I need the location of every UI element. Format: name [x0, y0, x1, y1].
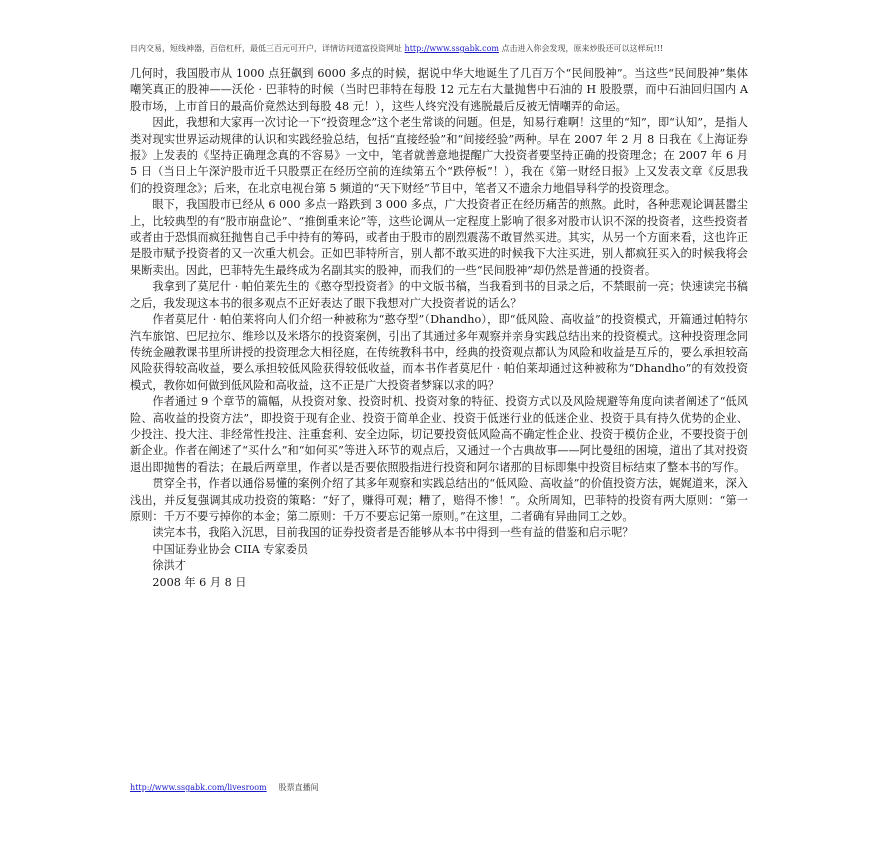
paragraph: 因此，我想和大家再一次讨论一下“投资理念”这个老生常谈的问题。但是，知易行难啊！这里的“知”，即“认知”，是指人类对现实世界运动规律的认识和实践经验总结，包括“直接经验”和“间接经验”两种。早在 2007 年 2 月 8 日我在《上海证券报》上发表的《坚持正确理念真的不容易》一文中，笔者就善意地提醒广大投资者要坚持正确的投资理念；在 2007 年 6 月 5 日（当日上午深沪股市近千只股票正在经历空前的连续第五个“跌停板”！），我在《第一财经日报》上又发表文章《反思我们的投资理念》；后来，在北京电视台第 5 频道的“天下财经”节目中，笔者又不遗余力地倡导科学的投资理念。: [130, 116, 748, 195]
header-link[interactable]: http://www.ssgabk.com: [404, 44, 499, 53]
header-text-after: 点击进入你会发现，原来炒股还可以这样玩!!!: [501, 44, 664, 53]
page-footer: [130, 782, 319, 793]
paragraph: 作者莫尼什 · 帕伯莱将向人们介绍一种被称为“憨夺型”（Dhandho），即“低风险、高收益”的投资模式，开篇通过帕特尔汽车旅馆、巴尼拉尔、维珍以及米塔尔的投资案例，引出了其通过多年观察并亲身实践总结出来的投资模式。这种投资理念同传统金融教课书里所讲授的投资理念大相径庭，在传统教科书中，经典的投资观点都认为风险和收益是互斥的，要么承担较高风险获得较高收益，要么承担较低风险获得较低收益，而本书作者莫尼什 · 帕伯莱却通过这种被称为“Dhandho”的有效投资模式，教你如何做到低风险和高收益，这不正是广大投资者梦寐以求的吗？: [130, 313, 748, 392]
paragraph: 贯穿全书，作者以通俗易懂的案例介绍了其多年观察和实践总结出的“低风险、高收益”的价值投资方法，娓娓道来，深入浅出，并反复强调其成功投资的策略：“好了，赚得可观；糟了，赔得不惨！”。众所周知，巴菲特的投资有两大原则：“第一原则：千万不要亏掉你的本金；第二原则：千万不要忘记第一原则。”在这里，二者确有异曲同工之妙。: [130, 477, 748, 523]
paragraph: 读完本书，我陷入沉思，目前我国的证券投资者是否能够从本书中得到一些有益的借鉴和启示呢？: [152, 526, 634, 540]
paragraph: 作者通过 9 个章节的篇幅，从投资对象、投资时机、投资对象的特征、投资方式以及风险规避等角度向读者阐述了“低风险、高收益的投资方法”，即投资于现有企业、投资于简单企业、投资于低迷行业的低迷企业、投资于具有持久优势的企业、少投注、投大注、非经常性投注、注重套利、安全边际，切记要投资低风险高不确定性企业、投资于模仿企业，不要投资于创新企业。作者在阐述了“买什么”和“如何买”等进入环节的观点后，又通过一个古典故事——阿比曼纽的困境，道出了其对投资退出即抛售的看法；在最后两章里，作者以是否要依照股指进行投资和阿尔诸那的目标即集中投资目标结束了整本书的写作。: [130, 395, 748, 474]
header-text: 日内交易，短线神器，百倍杠杆，最低三百元可开户，详情访问道富投资网址: [130, 44, 402, 53]
signature-name: 徐洪才: [152, 559, 186, 573]
page-header: [130, 44, 750, 54]
signature-date: 2008 年 6 月 8 日: [152, 575, 247, 589]
article-body: [130, 66, 748, 591]
footer-link[interactable]: http://www.ssgabk.com/livesroom: [130, 783, 267, 792]
paragraph: 几何时，我国股市从 1000 点狂飙到 6000 多点的时候，据说中华大地诞生了几百万个“民间股神”。当这些“民间股神”集体嘲笑真正的股神——沃伦 · 巴菲特的时候（当时巴菲特在每股 12 元左右大量抛售中石油的 H 股股票，而中石油回归国内 A 股市场，上市首日的最高价竟然达到每股 48 元！），这些人终究没有逃脱最后反被无情嘲弄的命运。: [130, 67, 748, 113]
paragraph: 眼下，我国股市已经从 6 000 多点一路跌到 3 000 多点，广大投资者正在经历痛苦的煎熬。此时，各种悲观论调甚嚣尘上，比较典型的有“股市崩盘论”、“推倒重来论”等，这些论调从一定程度上影响了很多对股市认识不深的投资者，这些投资者或者由于恐惧而疯狂抛售自己手中持有的筹码，或者由于股市的剧烈震荡不敢冒然买进。其实，从另一个方面来看，这也许正是股市赋予投资者的又一次重大机会。正如巴菲特所言，别人都不敢买进的时候我下大注买进，别人都疯狂买入的时候我将会果断卖出。因此，巴菲特先生最终成为名副其实的股神，而我们的一些“民间股神”却仍然是普通的投资者。: [130, 198, 748, 277]
paragraph: 我拿到了莫尼什 · 帕伯莱先生的《憨夺型投资者》的中文版书稿，当我看到书的目录之后，不禁眼前一亮；快速读完书稿之后，我发现这本书的很多观点不正好表达了眼下我想对广大投资者说的话么？: [130, 280, 748, 310]
footer-label: 股票直播间: [278, 783, 319, 792]
signature-org: 中国证券业协会 CIIA 专家委员: [152, 542, 309, 556]
